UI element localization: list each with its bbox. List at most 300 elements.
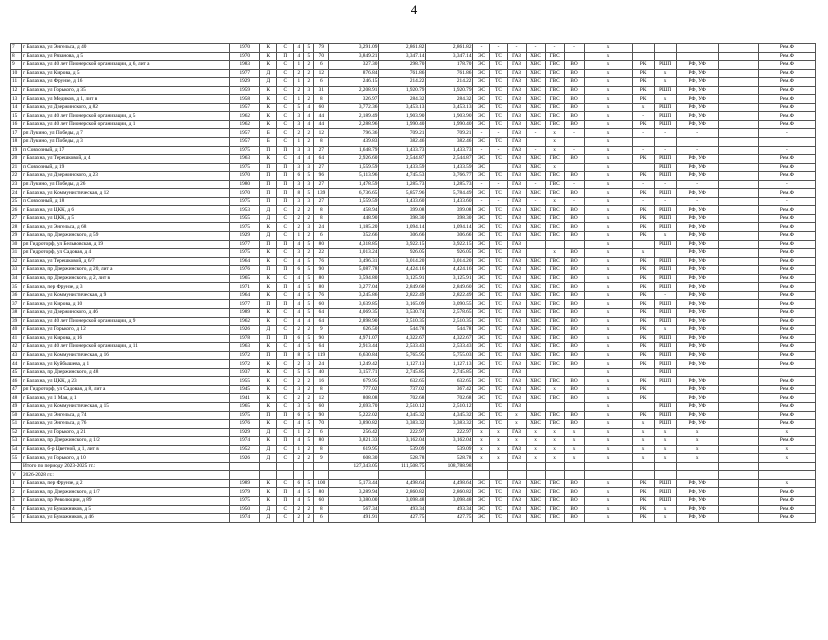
table-cell: Рем.Ф (758, 394, 815, 403)
table-cell: ВО (564, 95, 584, 104)
table-cell: 2,745.85 (426, 368, 473, 377)
table-cell: РК (632, 95, 654, 104)
table-cell: х (676, 437, 718, 446)
table-cell: 5,857.96 (379, 189, 426, 198)
table-cell: 2,510.12 (379, 402, 426, 411)
table-cell: 1970 (230, 52, 260, 61)
table-cell: г Балахна, ул Коммунистическая, д 12 (22, 189, 230, 198)
table-cell: ХВС (526, 103, 545, 112)
table-cell: 1,094.14 (379, 223, 426, 232)
table-cell (718, 368, 758, 377)
table-cell: х (654, 437, 676, 446)
table-cell: п Совхозный, д 18 (22, 197, 230, 206)
table-cell: РФ, УФ (676, 514, 718, 523)
table-cell: ТС (490, 360, 507, 369)
table-cell: х (584, 479, 632, 488)
table-cell: ВО (564, 86, 584, 95)
table-cell: ЭС (473, 86, 490, 95)
table-cell: 2 (304, 61, 314, 70)
table-cell: 1929 (230, 428, 260, 437)
table-cell (654, 52, 676, 61)
table-cell: г Балахна, пер Фрунзе, д 3 (22, 283, 230, 292)
table-cell: х (584, 61, 632, 70)
table-cell: 1 (294, 445, 304, 454)
table-cell: С (277, 360, 294, 369)
table-cell (718, 112, 758, 121)
table-cell: ГВС (545, 308, 564, 317)
table-cell: 1962 (230, 120, 260, 129)
table-cell: 246.15 (329, 78, 379, 87)
table-cell: 632.65 (426, 377, 473, 386)
table-cell: х (584, 120, 632, 129)
table-cell: х (545, 129, 564, 138)
table-cell: 2,898.90 (329, 317, 379, 326)
table-cell: ВО (564, 514, 584, 523)
table-cell: х (632, 420, 654, 429)
table-cell: х (584, 95, 632, 104)
table-row (11, 69, 816, 78)
table-cell: 6 (314, 514, 329, 523)
table-cell: ГАЗ (507, 394, 526, 403)
table-cell: ХВС (526, 479, 545, 488)
table-cell: 8 (314, 206, 329, 215)
table-cell: С (277, 232, 294, 241)
table-cell: 21 (11, 163, 22, 172)
table-cell: 5,755.03 (426, 351, 473, 360)
table-cell: П (277, 266, 294, 275)
table-cell: РК (632, 172, 654, 181)
table-cell (304, 462, 314, 471)
table-cell: ГАЗ (507, 120, 526, 129)
table-cell: ТС (490, 120, 507, 129)
table-cell: ТС (490, 257, 507, 266)
table-cell: ТС (490, 505, 507, 514)
table-cell: 40 (11, 326, 22, 335)
table-cell: РШП (654, 283, 676, 292)
table-cell: 284.32 (426, 95, 473, 104)
table-cell: х (490, 454, 507, 463)
table-cell: х (584, 103, 632, 112)
table-cell: ХВС (526, 300, 545, 309)
table-cell: 926.05 (426, 249, 473, 258)
table-cell: ВО (564, 300, 584, 309)
table-cell (564, 138, 584, 147)
table-cell: 26 (11, 206, 22, 215)
table-cell: 3 (304, 197, 314, 206)
table-cell: РШП (654, 368, 676, 377)
table-cell: ВО (564, 69, 584, 78)
table-cell: 50 (11, 411, 22, 420)
table-cell: х (584, 112, 632, 121)
table-cell: 5 (304, 274, 314, 283)
table-cell: ГВС (545, 180, 564, 189)
table-cell: ХВС (526, 189, 545, 198)
table-cell: 2 (304, 514, 314, 523)
table-cell: 28 (11, 223, 22, 232)
table-cell: 5 (304, 488, 314, 497)
table-cell: 108,788.98 (426, 462, 473, 471)
table-cell: ТС (490, 78, 507, 87)
table-cell: 1,478.59 (329, 180, 379, 189)
table-row (11, 180, 816, 189)
table-cell: х (584, 308, 632, 317)
table-cell: х (584, 52, 632, 61)
table-cell: ВО (564, 505, 584, 514)
table-cell: х (490, 437, 507, 446)
table-cell (632, 471, 654, 480)
table-cell: 1975 (230, 496, 260, 505)
table-cell (545, 368, 564, 377)
table-cell: х (584, 180, 632, 189)
table-cell: 3 (304, 146, 314, 155)
table-cell: ВО (564, 411, 584, 420)
table-cell: х (584, 189, 632, 198)
table-cell: х (507, 411, 526, 420)
table-cell: 4 (294, 300, 304, 309)
table-cell: ХВС (526, 257, 545, 266)
table-cell: - (490, 197, 507, 206)
table-cell: П (277, 240, 294, 249)
table-cell: - (473, 180, 490, 189)
table-cell (277, 462, 294, 471)
table-cell: 367.42 (426, 385, 473, 394)
table-cell: ВО (564, 496, 584, 505)
table-cell: 31 (11, 249, 22, 258)
table-cell: РК (632, 257, 654, 266)
table-cell (584, 462, 632, 471)
table-cell: РК (632, 334, 654, 343)
table-cell: Рем.Ф (758, 69, 815, 78)
table-cell: х (584, 300, 632, 309)
table-cell: ГАЗ (507, 138, 526, 147)
table-cell: 382.46 (426, 138, 473, 147)
table-cell: х (676, 454, 718, 463)
table-cell (718, 462, 758, 471)
table-cell: К (260, 488, 277, 497)
table-cell: 399.08 (379, 206, 426, 215)
table-cell: 3,347.14 (379, 52, 426, 61)
table-cell (294, 462, 304, 471)
table-cell (545, 240, 564, 249)
table-cell: х (632, 445, 654, 454)
table-cell: РШП (654, 496, 676, 505)
table-cell: х (564, 454, 584, 463)
table-cell: ВО (564, 326, 584, 335)
table-cell: 3,245.86 (329, 291, 379, 300)
table-cell: 5 (304, 283, 314, 292)
table-cell: П (277, 146, 294, 155)
table-cell: х (758, 479, 815, 488)
table-cell: - (490, 180, 507, 189)
table-cell: 3 (294, 180, 304, 189)
table-cell (329, 471, 379, 480)
table-cell: 10 (11, 69, 22, 78)
table-cell: ТС (490, 52, 507, 61)
table-cell: ЭС (473, 291, 490, 300)
table-cell: ГВС (545, 120, 564, 129)
table-cell (526, 402, 545, 411)
table-cell: РФ, УФ (676, 488, 718, 497)
table-cell: 2 (294, 223, 304, 232)
table-cell: ХВС (526, 334, 545, 343)
table-cell: ВО (564, 232, 584, 241)
table-cell: РШП (654, 266, 676, 275)
table-cell: - (473, 44, 490, 53)
table-cell: Рем.Ф (758, 155, 815, 164)
table-cell: 2,510.35 (379, 317, 426, 326)
table-row (11, 266, 816, 275)
table-cell: ГАЗ (507, 326, 526, 335)
table-cell (718, 385, 758, 394)
table-cell: 1963 (230, 343, 260, 352)
table-row (11, 163, 816, 172)
table-cell: 4 (304, 112, 314, 121)
table-cell: ТС (490, 385, 507, 394)
table-cell: 7 (11, 44, 22, 53)
table-cell (632, 462, 654, 471)
table-cell: П (277, 52, 294, 61)
table-cell: РШП (654, 86, 676, 95)
table-cell: 14 (11, 103, 22, 112)
table-cell: 12 (314, 394, 329, 403)
table-cell: РК (632, 308, 654, 317)
table-cell: х (584, 69, 632, 78)
table-cell: К (260, 394, 277, 403)
table-cell: ХВС (526, 266, 545, 275)
table-cell: ХВС (526, 514, 545, 523)
table-cell (718, 411, 758, 420)
table-cell: РФ, УФ (676, 479, 718, 488)
table-cell: - (758, 129, 815, 138)
table-row (11, 462, 816, 471)
table-cell: 539.09 (379, 445, 426, 454)
table-cell: 777.02 (329, 385, 379, 394)
table-cell: ХВС (526, 394, 545, 403)
table-cell (230, 471, 260, 480)
table-cell: г Балахна, ул Энгельса, д 40 (22, 44, 230, 53)
table-cell: 30 (11, 240, 22, 249)
table-cell: ХВС (526, 326, 545, 335)
table-cell: С (277, 112, 294, 121)
table-cell: РК (632, 283, 654, 292)
table-cell (718, 223, 758, 232)
table-row (11, 402, 816, 411)
table-row (11, 112, 816, 121)
table-cell: 3,922.15 (379, 240, 426, 249)
table-cell: РШП (654, 360, 676, 369)
table-cell: ХВС (526, 120, 545, 129)
table-cell: П (260, 334, 277, 343)
table-cell: 6 (294, 266, 304, 275)
table-cell: РШП (654, 257, 676, 266)
table-cell: г Балахна, ул ЦКК, д 5 (22, 214, 230, 223)
table-cell: х (584, 454, 632, 463)
table-cell: 22 (314, 249, 329, 258)
table-cell: ХВС (526, 351, 545, 360)
table-cell: С (277, 206, 294, 215)
table-cell: 1 (294, 78, 304, 87)
table-cell: С (277, 454, 294, 463)
table-cell: К (260, 120, 277, 129)
table-cell: 493.34 (426, 505, 473, 514)
table-cell: - (758, 197, 815, 206)
table-cell (676, 138, 718, 147)
table-cell: 2 (304, 78, 314, 87)
table-cell: ЭС (473, 385, 490, 394)
table-cell: ТС (490, 351, 507, 360)
table-cell: ЭС (473, 189, 490, 198)
table-cell: К (260, 61, 277, 70)
table-cell (718, 377, 758, 386)
table-cell (718, 420, 758, 429)
table-cell: РФ, УФ (676, 172, 718, 181)
table-cell: 27 (11, 214, 22, 223)
table-cell: 31 (314, 86, 329, 95)
table-cell: 4 (294, 257, 304, 266)
table-cell: РШП (654, 120, 676, 129)
table-cell: Рем.Ф (758, 343, 815, 352)
table-cell (564, 163, 584, 172)
table-cell: 3 (304, 163, 314, 172)
table-cell: х (584, 317, 632, 326)
table-row (11, 420, 816, 429)
table-cell: ТС (490, 249, 507, 258)
table-cell: ЭС (473, 214, 490, 223)
table-cell: ХВС (526, 488, 545, 497)
table-cell (654, 471, 676, 480)
table-cell (718, 343, 758, 352)
table-cell: 3,347.14 (426, 52, 473, 61)
table-cell: 12 (314, 129, 329, 138)
table-cell: 1975 (230, 163, 260, 172)
table-cell: 626.50 (329, 326, 379, 335)
table-cell: х (632, 428, 654, 437)
table-cell: 808.08 (329, 394, 379, 403)
table-cell: 709.21 (426, 129, 473, 138)
table-cell: ГАЗ (507, 368, 526, 377)
table-cell: 2,693.70 (329, 402, 379, 411)
table-cell: г Балахна, ул Терешковой, д 4 (22, 155, 230, 164)
table-cell: Д (260, 514, 277, 523)
table-cell: 352.66 (329, 232, 379, 241)
table-cell: РК (632, 86, 654, 95)
table-cell: ТС (490, 206, 507, 215)
table-cell: ТС (490, 317, 507, 326)
table-cell: РФ, УФ (676, 95, 718, 104)
table-cell: 1,433.60 (379, 197, 426, 206)
table-cell: К (260, 283, 277, 292)
table-cell (676, 52, 718, 61)
table-cell: 3,014.20 (379, 257, 426, 266)
table-cell: 2026-2028 гг.: (22, 471, 230, 480)
table-cell: 1962 (230, 317, 260, 326)
table-cell: 4 (294, 437, 304, 446)
table-cell (718, 402, 758, 411)
table-cell: Рем.Ф (758, 505, 815, 514)
table-cell: х (584, 411, 632, 420)
table-cell: 4 (294, 308, 304, 317)
table-cell (507, 471, 526, 480)
table-cell: К (260, 420, 277, 429)
table-cell: ЭС (473, 326, 490, 335)
table-cell: х (490, 428, 507, 437)
table-cell: РК (632, 274, 654, 283)
table-cell: ТС (490, 496, 507, 505)
table-cell: х (584, 385, 632, 394)
table-cell: ХВС (526, 291, 545, 300)
table-cell: ВО (564, 103, 584, 112)
table-cell: П (260, 300, 277, 309)
table-cell: х (545, 138, 564, 147)
table-cell: г Балахна, ул Коммунистическая, д 16 (22, 351, 230, 360)
table-cell: - (632, 112, 654, 121)
table-cell: 8 (314, 505, 329, 514)
table-cell: - (526, 146, 545, 155)
table-cell: 3,594.80 (329, 274, 379, 283)
table-cell: С (277, 61, 294, 70)
table-cell: ВО (564, 189, 584, 198)
table-cell: х (526, 437, 545, 446)
table-cell: х (584, 368, 632, 377)
table-cell: - (632, 180, 654, 189)
table-cell: 1976 (230, 266, 260, 275)
table-cell: 214.22 (379, 78, 426, 87)
table-cell: 64 (314, 308, 329, 317)
table-cell (654, 394, 676, 403)
table-cell (654, 138, 676, 147)
table-cell: РК (632, 394, 654, 403)
table-cell: РШП (654, 103, 676, 112)
table-cell: Рем.Ф (758, 78, 815, 87)
table-cell: 1978 (230, 334, 260, 343)
table-cell: РФ, УФ (676, 214, 718, 223)
table-cell: ЭС (473, 206, 490, 215)
table-cell: Д (260, 454, 277, 463)
table-cell: Рем.Ф (758, 308, 815, 317)
table-cell (718, 437, 758, 446)
table-cell: 3,453.13 (426, 103, 473, 112)
table-cell: 306.66 (379, 232, 426, 241)
table-cell: х (584, 249, 632, 258)
table-cell: 9 (11, 61, 22, 70)
table-cell: х (545, 197, 564, 206)
table-cell: РШП (654, 274, 676, 283)
table-cell (632, 163, 654, 172)
table-cell: х (632, 454, 654, 463)
table-cell: ГВС (545, 189, 564, 198)
table-cell: ГВС (545, 155, 564, 164)
table-cell (718, 232, 758, 241)
table-cell: Рем.Ф (758, 360, 815, 369)
table-cell: РК (632, 505, 654, 514)
table-cell: ГАЗ (507, 146, 526, 155)
table-cell: П (277, 437, 294, 446)
table-cell: 17 (11, 129, 22, 138)
table-row (11, 334, 816, 343)
table-cell: ЭС (473, 69, 490, 78)
table-cell: 298.70 (379, 61, 426, 70)
table-cell: ГАЗ (507, 496, 526, 505)
table-cell: К (260, 343, 277, 352)
table-cell: х (584, 437, 632, 446)
table-cell: х (473, 445, 490, 454)
table-cell: ХВС (526, 411, 545, 420)
table-cell: РФ, УФ (676, 189, 718, 198)
table-cell: 8 (314, 445, 329, 454)
table-cell: 100 (314, 479, 329, 488)
table-cell: ВО (564, 334, 584, 343)
table-cell (526, 138, 545, 147)
